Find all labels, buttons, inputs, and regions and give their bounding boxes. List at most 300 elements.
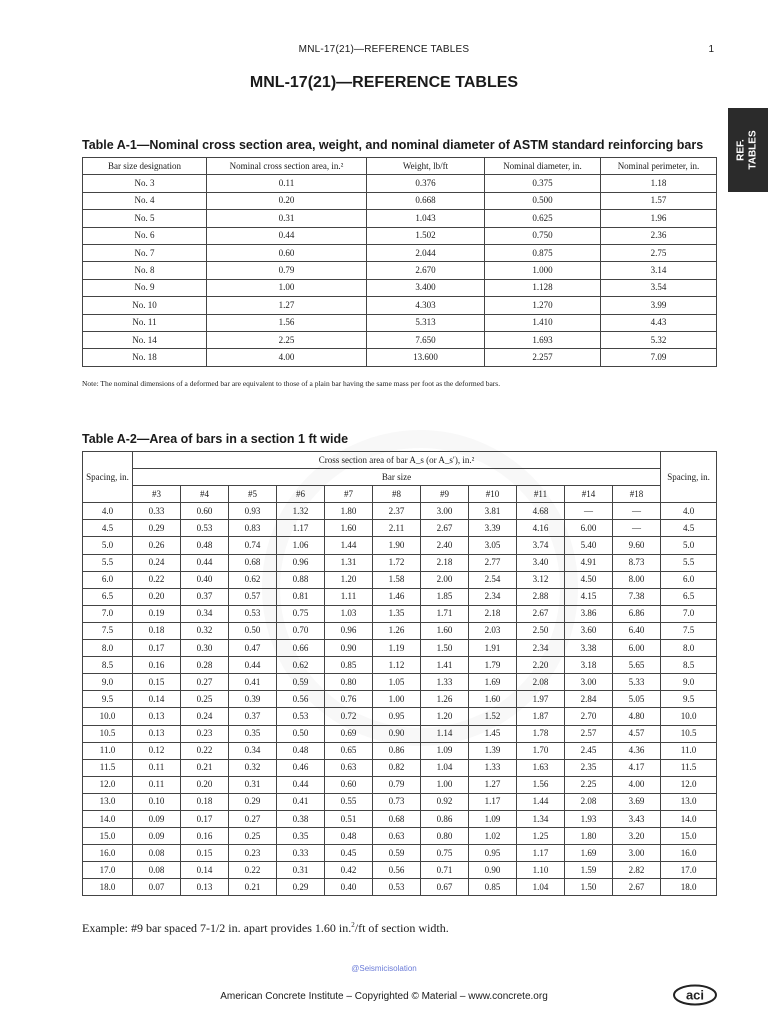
area-cell: 0.66 [277, 640, 325, 657]
table-a1-cell: No. 4 [83, 192, 207, 209]
table-a1-cell: 3.400 [367, 279, 485, 296]
table-a1-cell: No. 8 [83, 262, 207, 279]
table-a2-row [83, 571, 717, 588]
area-cell: 2.67 [517, 605, 565, 622]
page-number: 1 [708, 44, 714, 55]
area-cell: 1.39 [469, 742, 517, 759]
area-cell: 0.80 [421, 828, 469, 845]
area-cell: 0.85 [469, 879, 517, 896]
table-a1-cell: 0.11 [207, 175, 367, 192]
area-cell: 0.60 [325, 776, 373, 793]
area-cell: 0.55 [325, 793, 373, 810]
area-cell: 1.32 [277, 503, 325, 520]
spacing-cell: 14.0 [83, 810, 133, 827]
bar-size-column-header: #6 [277, 486, 325, 503]
area-cell: 2.67 [613, 879, 661, 896]
table-a2-row [83, 759, 717, 776]
table-a2-row [83, 742, 717, 759]
table-a1-cell: 4.00 [207, 349, 367, 366]
area-cell: 0.25 [181, 691, 229, 708]
table-a1-header-cell: Nominal diameter, in. [485, 158, 601, 175]
area-cell: 0.34 [229, 742, 277, 759]
area-cell: 3.00 [421, 503, 469, 520]
area-cell: 0.50 [277, 725, 325, 742]
area-cell: 0.35 [229, 725, 277, 742]
table-a1-row [83, 349, 717, 366]
spacing-cell: 13.0 [83, 793, 133, 810]
area-cell: 1.06 [277, 537, 325, 554]
area-cell: 0.37 [229, 708, 277, 725]
area-cell: 0.72 [325, 708, 373, 725]
spacing-cell: 11.5 [661, 759, 717, 776]
table-a1-cell: 1.270 [485, 297, 601, 314]
area-cell: 0.20 [133, 588, 181, 605]
area-cell: 0.32 [181, 622, 229, 639]
area-cell: 0.27 [181, 674, 229, 691]
spacing-cell: 8.0 [661, 640, 717, 657]
table-a1-row [83, 210, 717, 227]
area-cell: 0.21 [181, 759, 229, 776]
area-cell: 0.16 [181, 828, 229, 845]
area-cell: 1.79 [469, 657, 517, 674]
table-a1-cell: 4.303 [367, 297, 485, 314]
area-cell: 0.33 [133, 503, 181, 520]
example-superscript: 2 [351, 921, 355, 929]
spacing-cell: 8.5 [83, 657, 133, 674]
area-cell: 0.22 [181, 742, 229, 759]
area-cell: 0.24 [181, 708, 229, 725]
bar-size-column-header: #8 [373, 486, 421, 503]
area-cell: 0.44 [229, 657, 277, 674]
area-cell: 6.00 [565, 520, 613, 537]
bar-size-header: Bar size [133, 469, 661, 486]
table-a2-row [83, 640, 717, 657]
area-cell: 0.34 [181, 605, 229, 622]
area-cell: 0.23 [181, 725, 229, 742]
area-cell: 0.70 [277, 622, 325, 639]
area-cell: 0.62 [229, 571, 277, 588]
area-cell: 3.60 [565, 622, 613, 639]
table-a1-row [83, 314, 717, 331]
area-cell: 0.23 [229, 845, 277, 862]
area-cell: 1.25 [517, 828, 565, 845]
area-cell: 3.12 [517, 571, 565, 588]
area-cell: 2.34 [469, 588, 517, 605]
area-cell: 0.42 [325, 862, 373, 879]
area-cell: 1.60 [469, 691, 517, 708]
area-cell: 0.50 [229, 622, 277, 639]
area-cell: 0.48 [181, 537, 229, 554]
area-cell: 0.40 [181, 571, 229, 588]
spacing-cell: 13.0 [661, 793, 717, 810]
area-cell: 5.33 [613, 674, 661, 691]
area-cell: 5.05 [613, 691, 661, 708]
table-a1-cell: 0.376 [367, 175, 485, 192]
area-cell: 1.09 [421, 742, 469, 759]
table-a1-header-cell: Nominal cross section area, in.² [207, 158, 367, 175]
table-a1-cell: 3.54 [601, 279, 717, 296]
area-cell: 2.35 [565, 759, 613, 776]
table-a1-cell: No. 5 [83, 210, 207, 227]
area-cell: 0.51 [325, 810, 373, 827]
area-cell: 0.31 [277, 862, 325, 879]
area-cell: 3.05 [469, 537, 517, 554]
area-cell: 0.90 [373, 725, 421, 742]
table-a1-cell: 0.668 [367, 192, 485, 209]
area-cell: 1.20 [421, 708, 469, 725]
area-cell: 1.69 [565, 845, 613, 862]
area-cell: 1.17 [469, 793, 517, 810]
spacing-cell: 11.0 [661, 742, 717, 759]
spacing-header-right: Spacing, in. [661, 452, 717, 503]
area-cell: 1.26 [373, 622, 421, 639]
bar-size-column-header: #7 [325, 486, 373, 503]
area-cell: 0.38 [277, 810, 325, 827]
table-a1-cell: 2.25 [207, 331, 367, 348]
area-cell: 3.86 [565, 605, 613, 622]
area-cell: 2.08 [517, 674, 565, 691]
table-a1-cell: 3.14 [601, 262, 717, 279]
area-cell: 0.53 [373, 879, 421, 896]
table-a1-note: Note: The nominal dimensions of a deformed bar are equivalent to those of a plain bar having the same mass per foot as the deformed bars. [82, 379, 501, 388]
area-cell: 3.39 [469, 520, 517, 537]
area-cell: 0.27 [229, 810, 277, 827]
table-a1-cell: 7.09 [601, 349, 717, 366]
area-cell: 0.29 [277, 879, 325, 896]
area-cell: 2.00 [421, 571, 469, 588]
area-cell: 0.88 [277, 571, 325, 588]
area-cell: 0.85 [325, 657, 373, 674]
table-a1-row [83, 244, 717, 261]
table-a1-cell: No. 6 [83, 227, 207, 244]
area-cell: 1.44 [517, 793, 565, 810]
table-a2 [82, 451, 717, 896]
table-a2-row [83, 828, 717, 845]
spacing-cell: 6.0 [661, 571, 717, 588]
table-a2-bar-size-row [83, 486, 717, 503]
table-a1-cell: 5.32 [601, 331, 717, 348]
area-cell: 1.93 [565, 810, 613, 827]
area-cell: 1.56 [517, 776, 565, 793]
table-a2-row [83, 657, 717, 674]
area-cell: 0.53 [181, 520, 229, 537]
table-a1-cell: 2.75 [601, 244, 717, 261]
area-cell: 3.74 [517, 537, 565, 554]
area-cell: 0.56 [373, 862, 421, 879]
area-cell: 1.09 [469, 810, 517, 827]
area-cell: 3.00 [565, 674, 613, 691]
table-a1-cell: 1.27 [207, 297, 367, 314]
area-cell: 0.96 [277, 554, 325, 571]
area-cell: 0.48 [325, 828, 373, 845]
table-a2-row [83, 674, 717, 691]
spacing-cell: 4.5 [83, 520, 133, 537]
area-cell: 2.25 [565, 776, 613, 793]
group-header-text: Cross section area of bar A_s (or A_s′), in.² [318, 454, 475, 465]
area-cell: 5.40 [565, 537, 613, 554]
area-cell: 0.69 [325, 725, 373, 742]
area-cell: 1.33 [421, 674, 469, 691]
table-a1-header-cell: Nominal perimeter, in. [601, 158, 717, 175]
table-a1-cell: 1.18 [601, 175, 717, 192]
area-cell: 1.20 [325, 571, 373, 588]
area-cell: 0.73 [373, 793, 421, 810]
spacing-cell: 14.0 [661, 810, 717, 827]
table-a2-caption: Table A-2—Area of bars in a section 1 ft wide [82, 432, 349, 446]
area-cell: 1.05 [373, 674, 421, 691]
table-a1-cell: 0.60 [207, 244, 367, 261]
area-cell: 0.53 [229, 605, 277, 622]
area-cell: 1.00 [421, 776, 469, 793]
table-a1-row [83, 297, 717, 314]
area-cell: 1.80 [565, 828, 613, 845]
area-cell: 0.35 [277, 828, 325, 845]
table-a1-cell: No. 3 [83, 175, 207, 192]
area-cell: 3.38 [565, 640, 613, 657]
table-a1-cell: 0.875 [485, 244, 601, 261]
table-a1-caption: Table A-1—Nominal cross section area, weight, and nominal diameter of ASTM standard reinforcing bars [82, 138, 704, 152]
area-cell: 0.46 [277, 759, 325, 776]
area-cell: 0.29 [229, 793, 277, 810]
area-cell: 0.71 [421, 862, 469, 879]
area-cell: 2.67 [421, 520, 469, 537]
bar-size-column-header: #3 [133, 486, 181, 503]
area-cell: 1.52 [469, 708, 517, 725]
area-cell: 1.97 [517, 691, 565, 708]
table-a1-cell: 1.57 [601, 192, 717, 209]
table-a2-row [83, 605, 717, 622]
area-cell: 0.59 [373, 845, 421, 862]
spacing-cell: 5.0 [83, 537, 133, 554]
area-cell: 0.40 [325, 879, 373, 896]
area-cell: 1.02 [469, 828, 517, 845]
area-cell: 0.57 [229, 588, 277, 605]
area-cell: — [613, 520, 661, 537]
spacing-cell: 16.0 [83, 845, 133, 862]
area-cell: 4.17 [613, 759, 661, 776]
table-a1-cell: 2.670 [367, 262, 485, 279]
table-a1-cell: 1.128 [485, 279, 601, 296]
table-a1-cell: 5.313 [367, 314, 485, 331]
spacing-cell: 16.0 [661, 845, 717, 862]
spacing-cell: 11.0 [83, 742, 133, 759]
area-cell: 0.20 [181, 776, 229, 793]
area-cell: 1.44 [325, 537, 373, 554]
spacing-cell: 15.0 [83, 828, 133, 845]
area-cell: 2.45 [565, 742, 613, 759]
spacing-cell: 5.5 [83, 554, 133, 571]
area-cell: 0.15 [181, 845, 229, 862]
table-a2-header-row-2 [83, 469, 717, 486]
area-cell: 0.37 [181, 588, 229, 605]
area-cell: 0.15 [133, 674, 181, 691]
area-cell: 1.26 [421, 691, 469, 708]
bar-size-column-header: #18 [613, 486, 661, 503]
area-cell: 1.69 [469, 674, 517, 691]
area-cell: 3.18 [565, 657, 613, 674]
table-a2-row [83, 879, 717, 896]
area-cell: 2.37 [373, 503, 421, 520]
watermark-tag: @Seismicisolation [351, 964, 417, 973]
table-a1 [82, 157, 717, 367]
area-cell: 2.11 [373, 520, 421, 537]
table-a1-cell: 7.650 [367, 331, 485, 348]
area-cell: 2.70 [565, 708, 613, 725]
table-a2-row [83, 845, 717, 862]
table-a2-row [83, 520, 717, 537]
area-cell: 1.45 [469, 725, 517, 742]
area-cell: 1.41 [421, 657, 469, 674]
area-cell: 1.50 [421, 640, 469, 657]
area-cell: 0.90 [325, 640, 373, 657]
area-cell: 1.58 [373, 571, 421, 588]
area-cell: 0.44 [181, 554, 229, 571]
area-cell: 0.75 [277, 605, 325, 622]
table-a1-cell: 0.44 [207, 227, 367, 244]
area-cell: 0.18 [133, 622, 181, 639]
area-cell: 2.18 [421, 554, 469, 571]
area-cell: 2.20 [517, 657, 565, 674]
area-cell: 0.39 [229, 691, 277, 708]
area-cell: 0.80 [325, 674, 373, 691]
area-cell: 1.87 [517, 708, 565, 725]
area-cell: 0.13 [133, 725, 181, 742]
table-a2-row [83, 554, 717, 571]
area-cell: 4.50 [565, 571, 613, 588]
area-cell: 0.96 [325, 622, 373, 639]
table-a1-cell: 0.79 [207, 262, 367, 279]
area-cell: 0.13 [133, 708, 181, 725]
spacing-cell: 6.0 [83, 571, 133, 588]
area-cell: 0.68 [373, 810, 421, 827]
table-a1-row [83, 175, 717, 192]
area-cell: 1.71 [421, 605, 469, 622]
table-a1-cell: 0.375 [485, 175, 601, 192]
area-cell: 1.46 [373, 588, 421, 605]
area-cell: 0.11 [133, 759, 181, 776]
running-head: MNL-17(21)—REFERENCE TABLES [298, 44, 470, 55]
area-cell: — [613, 503, 661, 520]
area-cell: 0.86 [421, 810, 469, 827]
area-cell: 2.77 [469, 554, 517, 571]
area-cell: 0.28 [181, 657, 229, 674]
table-a1-row [83, 262, 717, 279]
spacing-cell: 5.0 [661, 537, 717, 554]
area-cell: 2.54 [469, 571, 517, 588]
area-cell: 0.31 [229, 776, 277, 793]
table-a1-cell: No. 9 [83, 279, 207, 296]
area-cell: 3.20 [613, 828, 661, 845]
area-cell: 3.00 [613, 845, 661, 862]
area-cell: 1.85 [421, 588, 469, 605]
area-cell: 1.63 [517, 759, 565, 776]
example-text-main: Example: #9 bar spaced 7-1/2 in. apart provides 1.60 in. [82, 921, 352, 935]
spacing-cell: 11.5 [83, 759, 133, 776]
area-cell: 1.50 [565, 879, 613, 896]
area-cell: 0.07 [133, 879, 181, 896]
table-a1-cell: 2.36 [601, 227, 717, 244]
area-cell: 0.53 [277, 708, 325, 725]
spacing-cell: 5.5 [661, 554, 717, 571]
table-a1-cell: 1.000 [485, 262, 601, 279]
area-cell: 1.10 [517, 862, 565, 879]
table-a1-row [83, 331, 717, 348]
area-cell: 0.44 [277, 776, 325, 793]
area-cell: 0.63 [325, 759, 373, 776]
table-a1-cell: No. 10 [83, 297, 207, 314]
spacing-cell: 6.5 [83, 588, 133, 605]
cross-section-group-header [133, 452, 661, 469]
area-cell: 1.34 [517, 810, 565, 827]
table-a1-cell: 1.502 [367, 227, 485, 244]
area-cell: 3.81 [469, 503, 517, 520]
spacing-cell: 17.0 [661, 862, 717, 879]
table-a1-cell: 0.500 [485, 192, 601, 209]
area-cell: 0.17 [181, 810, 229, 827]
area-cell: 4.57 [613, 725, 661, 742]
area-cell: 0.11 [133, 776, 181, 793]
example-text-end: /ft of section width. [354, 921, 449, 935]
area-cell: 0.25 [229, 828, 277, 845]
area-cell: 1.60 [325, 520, 373, 537]
spacing-cell: 7.0 [661, 605, 717, 622]
area-cell: 0.65 [325, 742, 373, 759]
spacing-cell: 12.0 [83, 776, 133, 793]
area-cell: 0.32 [229, 759, 277, 776]
aci-logo-text: aci [685, 987, 705, 1003]
area-cell: 1.59 [565, 862, 613, 879]
bar-size-column-header: #10 [469, 486, 517, 503]
area-cell: 1.11 [325, 588, 373, 605]
area-cell: 1.35 [373, 605, 421, 622]
area-cell: 0.08 [133, 862, 181, 879]
table-a1-cell: 13.600 [367, 349, 485, 366]
area-cell: 0.75 [421, 845, 469, 862]
area-cell: 9.60 [613, 537, 661, 554]
table-a2-row [83, 708, 717, 725]
area-cell: 2.88 [517, 588, 565, 605]
area-cell: 0.30 [181, 640, 229, 657]
area-cell: 1.17 [517, 845, 565, 862]
aci-logo [672, 984, 718, 1006]
spacing-cell: 9.5 [83, 691, 133, 708]
area-cell: 0.17 [133, 640, 181, 657]
area-cell: 0.83 [229, 520, 277, 537]
area-cell: 1.31 [325, 554, 373, 571]
table-a1-cell: 0.625 [485, 210, 601, 227]
area-cell: 3.69 [613, 793, 661, 810]
area-cell: 0.19 [133, 605, 181, 622]
table-a1-cell: No. 18 [83, 349, 207, 366]
area-cell: 1.60 [421, 622, 469, 639]
area-cell: 0.41 [229, 674, 277, 691]
spacing-cell: 4.5 [661, 520, 717, 537]
bar-size-column-header: #9 [421, 486, 469, 503]
table-a2-row [83, 588, 717, 605]
side-tab-label: REF. TABLES [735, 130, 759, 170]
table-a1-row [83, 192, 717, 209]
area-cell: — [565, 503, 613, 520]
area-cell: 4.00 [613, 776, 661, 793]
table-a2-header-row-1 [83, 452, 717, 469]
page-title: MNL-17(21)—REFERENCE TABLES [249, 74, 519, 91]
area-cell: 0.81 [277, 588, 325, 605]
table-a1-cell: 1.56 [207, 314, 367, 331]
area-cell: 6.40 [613, 622, 661, 639]
area-cell: 0.86 [373, 742, 421, 759]
table-a2-row [83, 793, 717, 810]
area-cell: 1.91 [469, 640, 517, 657]
